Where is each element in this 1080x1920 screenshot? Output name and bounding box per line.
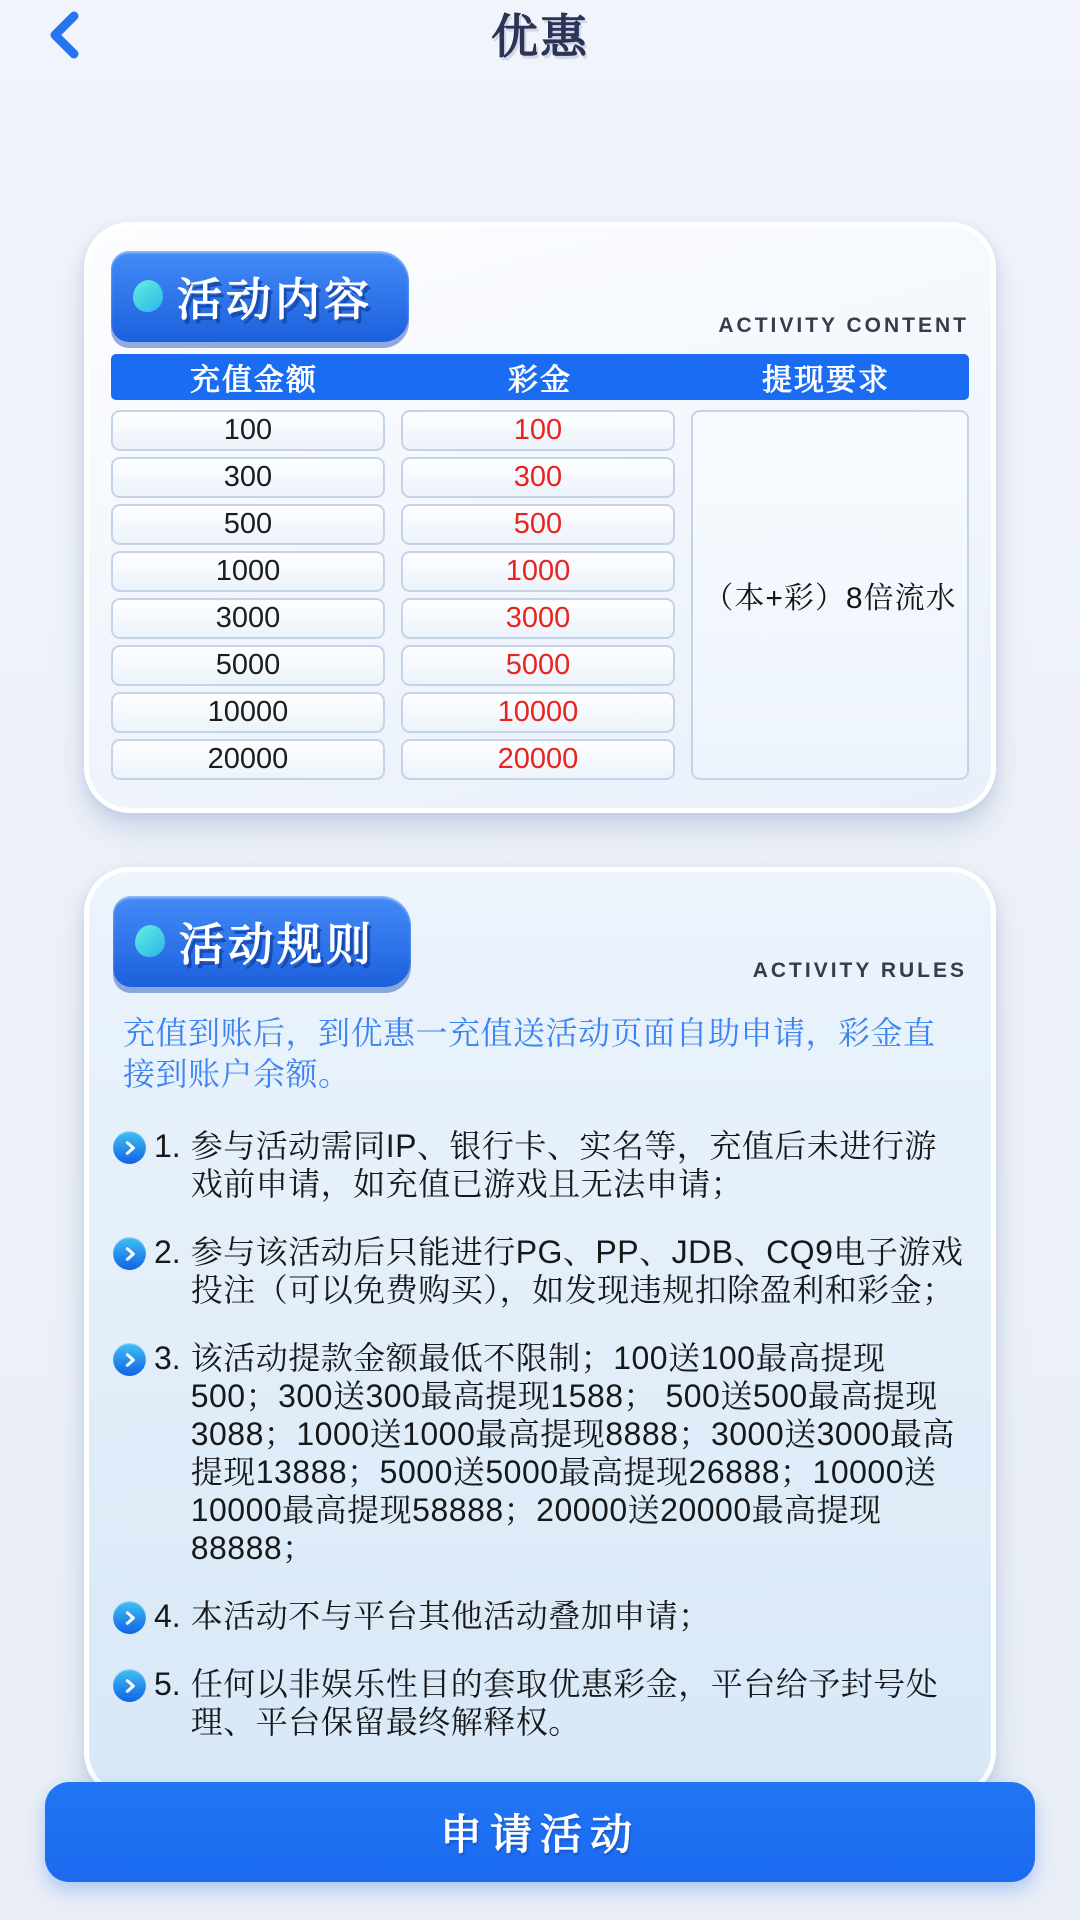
bonus-cell: 100: [401, 410, 675, 451]
bonus-cell: 20000: [401, 739, 675, 780]
rule-item: [113, 1233, 967, 1309]
activity-content-header: [111, 251, 969, 342]
bonus-cell: 300: [401, 457, 675, 498]
rule-number: 4.: [154, 1598, 181, 1634]
amount-cell: 100: [111, 410, 385, 451]
bonus-cell: 5000: [401, 645, 675, 686]
amount-cell: 5000: [111, 645, 385, 686]
rule-number: 3.: [154, 1340, 181, 1376]
amount-cell: 300: [111, 457, 385, 498]
rules-intro: 充值到账后，到优惠一充值送活动页面自助申请，彩金直接到账户余额。: [123, 1015, 936, 1092]
arrow-circle-icon: [113, 1343, 146, 1376]
rule-number: 1.: [154, 1128, 181, 1164]
cyan-dot-icon: [135, 925, 165, 957]
column-header-withdraw: 提现要求: [762, 364, 890, 397]
rule-text: 本活动不与平台其他活动叠加申请；: [190, 1598, 711, 1634]
activity-rules-badge: [113, 896, 411, 987]
amount-cell: 3000: [111, 598, 385, 639]
rules-list: [113, 1127, 967, 1741]
apply-activity-label: 申请活动: [439, 1811, 640, 1858]
amount-cell: 20000: [111, 739, 385, 780]
bonus-cell: 10000: [401, 692, 675, 733]
amount-cell: 1000: [111, 551, 385, 592]
arrow-circle-icon: [113, 1601, 146, 1634]
badge-title: 活动规则: [179, 919, 376, 970]
cyan-dot-icon: [133, 280, 163, 312]
rule-item: [113, 1597, 967, 1635]
rule-text: 参与该活动后只能进行PG、PP、JDB、CQ9电子游戏投注（可以免费购买），如发现违规扣除盈利和彩金；: [190, 1234, 964, 1308]
bonus-cell: 500: [401, 504, 675, 545]
rule-item: [113, 1665, 967, 1741]
activity-rules-en-label: ACTIVITY RULES: [752, 959, 967, 982]
top-bar: [0, 0, 1080, 76]
arrow-circle-icon: [113, 1131, 146, 1164]
activity-rules-card: [84, 867, 996, 1798]
page-title: 优惠: [491, 10, 589, 63]
rule-text: 该活动提款金额最低不限制；100送100最高提现500；300送300最高提现1588； 500送500最高提现3088；1000送1000最高提现8888；3000送3000最高提现13888；5000送5000最高提现26888；10000送10000最高提现58888；20000送20000最高提现88888；: [190, 1340, 955, 1566]
chevron-left-icon: [47, 11, 81, 62]
back-button[interactable]: [38, 8, 90, 64]
rule-item: [113, 1339, 967, 1567]
column-header-recharge: 充值金额: [190, 364, 318, 397]
arrow-circle-icon: [113, 1669, 146, 1702]
activity-rules-header: [113, 896, 967, 987]
apply-activity-button[interactable]: [45, 1782, 1035, 1882]
rule-text: 参与活动需同IP、银行卡、实名等，充值后未进行游戏前申请，如充值已游戏且无法申请；: [190, 1128, 937, 1202]
rule-number: 5.: [154, 1666, 181, 1702]
bonus-cell: 3000: [401, 598, 675, 639]
bonus-column: [401, 410, 675, 780]
amount-column: [111, 410, 385, 780]
activity-content-badge: [111, 251, 409, 342]
rule-item: [113, 1127, 967, 1203]
bonus-cell: 1000: [401, 551, 675, 592]
withdraw-requirement-cell: （本+彩）8倍流水: [691, 410, 969, 780]
activity-content-en-label: ACTIVITY CONTENT: [718, 314, 969, 337]
table-header-row: [111, 354, 969, 400]
promo-table: [111, 354, 969, 780]
amount-cell: 10000: [111, 692, 385, 733]
table-body: [111, 410, 969, 780]
arrow-circle-icon: [113, 1237, 146, 1270]
rule-text: 任何以非娱乐性目的套取优惠彩金，平台给予封号处理、平台保留最终解释权。: [190, 1666, 939, 1740]
column-header-bonus: 彩金: [508, 364, 572, 397]
rule-number: 2.: [154, 1234, 181, 1270]
activity-content-card: [84, 222, 996, 813]
amount-cell: 500: [111, 504, 385, 545]
badge-title: 活动内容: [177, 274, 374, 325]
